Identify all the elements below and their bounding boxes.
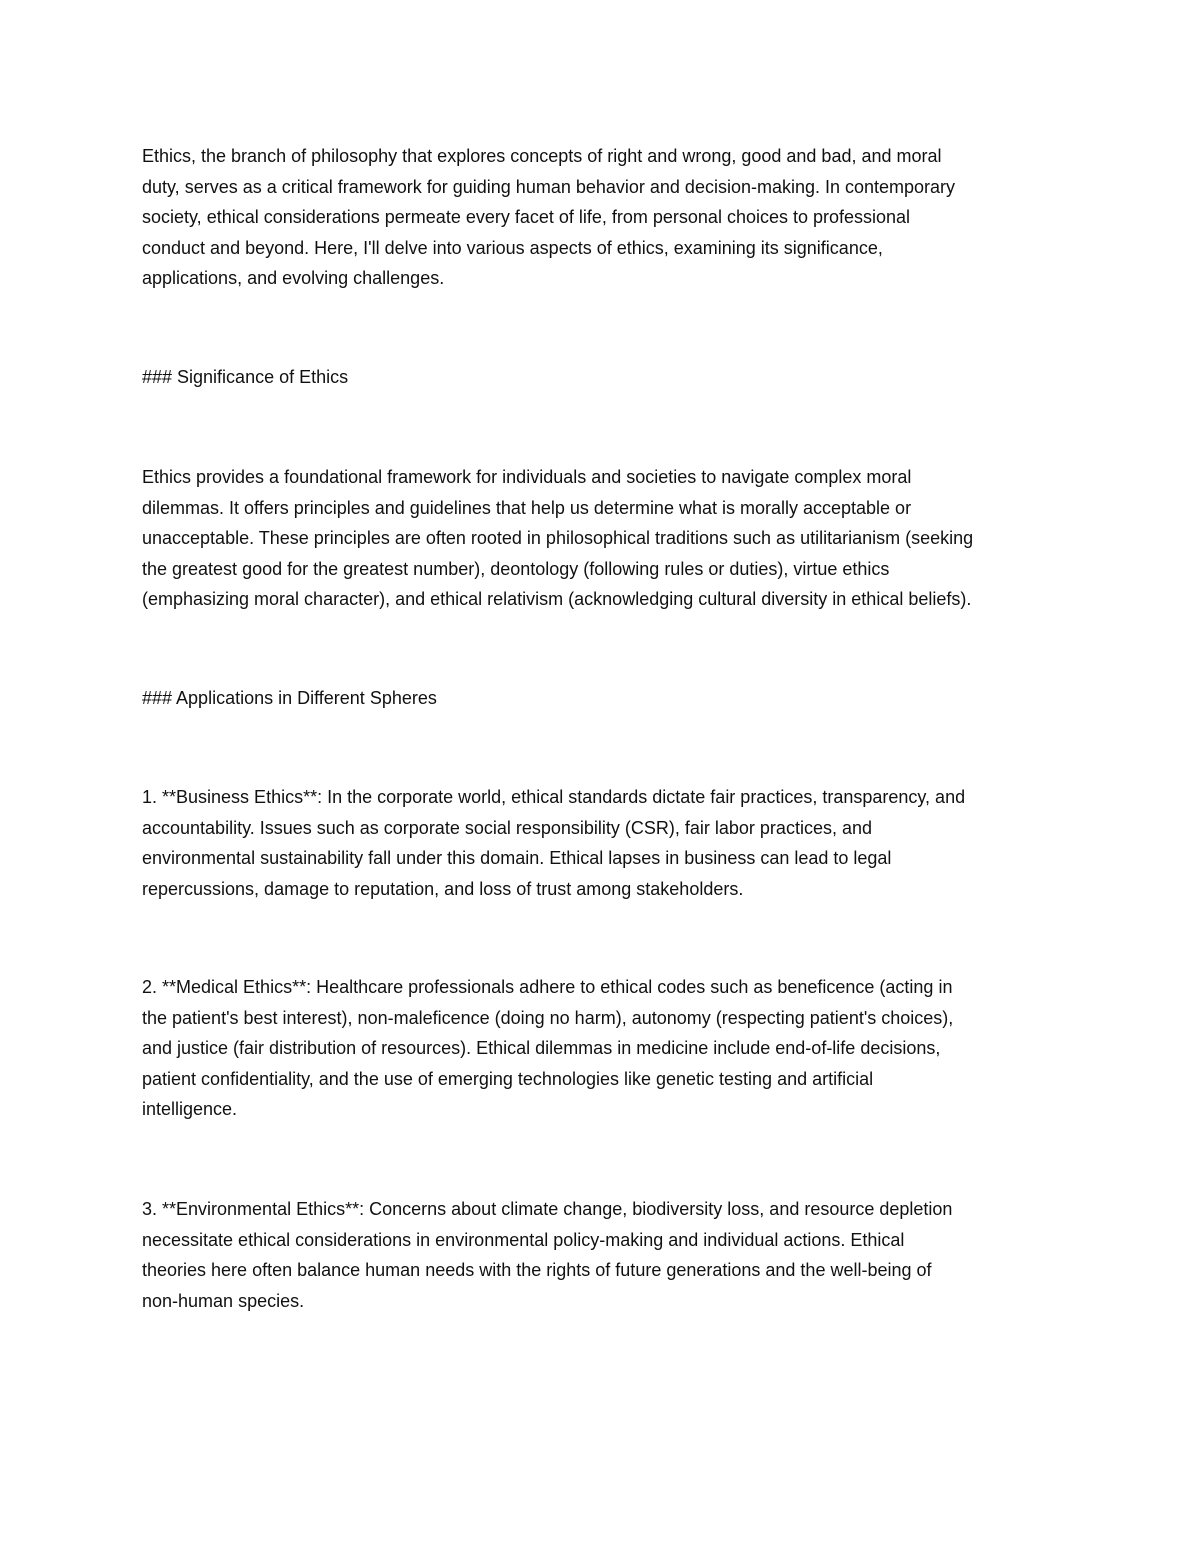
applications-heading: ### Applications in Different Spheres <box>142 688 437 708</box>
environmental-ethics-paragraph: 3. **Environmental Ethics**: Concerns about climate change, biodiversity loss, and resource depletion necessitate ethical considerations in environmental policy-making and individual actions. Ethical theories here often balance human needs with the rights of future generations and the well-being of non-human species. <box>142 1199 953 1311</box>
business-ethics-paragraph: 1. **Business Ethics**: In the corporate world, ethical standards dictate fair practices, transparency, and accountability. Issues such as corporate social responsibility (CSR), fair labor practices, and environmental sustainability fall under this domain. Ethical lapses in business can lead to legal repercussions, damage to reputation, and loss of trust among stakeholders. <box>142 787 966 899</box>
intro-paragraph: Ethics, the branch of philosophy that explores concepts of right and wrong, good and bad, and moral duty, serves as a critical framework for guiding human behavior and decision-making. In contemporary society, ethical considerations permeate every facet of life, from personal choices to professional conduct and beyond. Here, I'll delve into various aspects of ethics, examining its significance, applications, and evolving challenges. <box>142 146 956 289</box>
significance-heading: ### Significance of Ethics <box>142 367 349 387</box>
significance-paragraph: Ethics provides a foundational framework for individuals and societies to navigate complex moral dilemmas. It offers principles and guidelines that help us determine what is morally acceptable or unacceptable. These principles are often rooted in philosophical traditions such as utilitarianism (seeking the greatest good for the greatest number), deontology (following rules or duties), virtue ethics (emphasizing moral character), and ethical relativism (acknowledging cultural diversity in ethical beliefs). <box>142 467 974 610</box>
medical-ethics-paragraph: 2. **Medical Ethics**: Healthcare professionals adhere to ethical codes such as beneficence (acting in the patient's best interest), non-maleficence (doing no harm), autonomy (respecting patient's choices), and justice (fair distribution of resources). Ethical dilemmas in medicine include end-of-life decisions, patient confidentiality, and the use of emerging technologies like genetic testing and artificial intelligence. <box>142 977 954 1120</box>
